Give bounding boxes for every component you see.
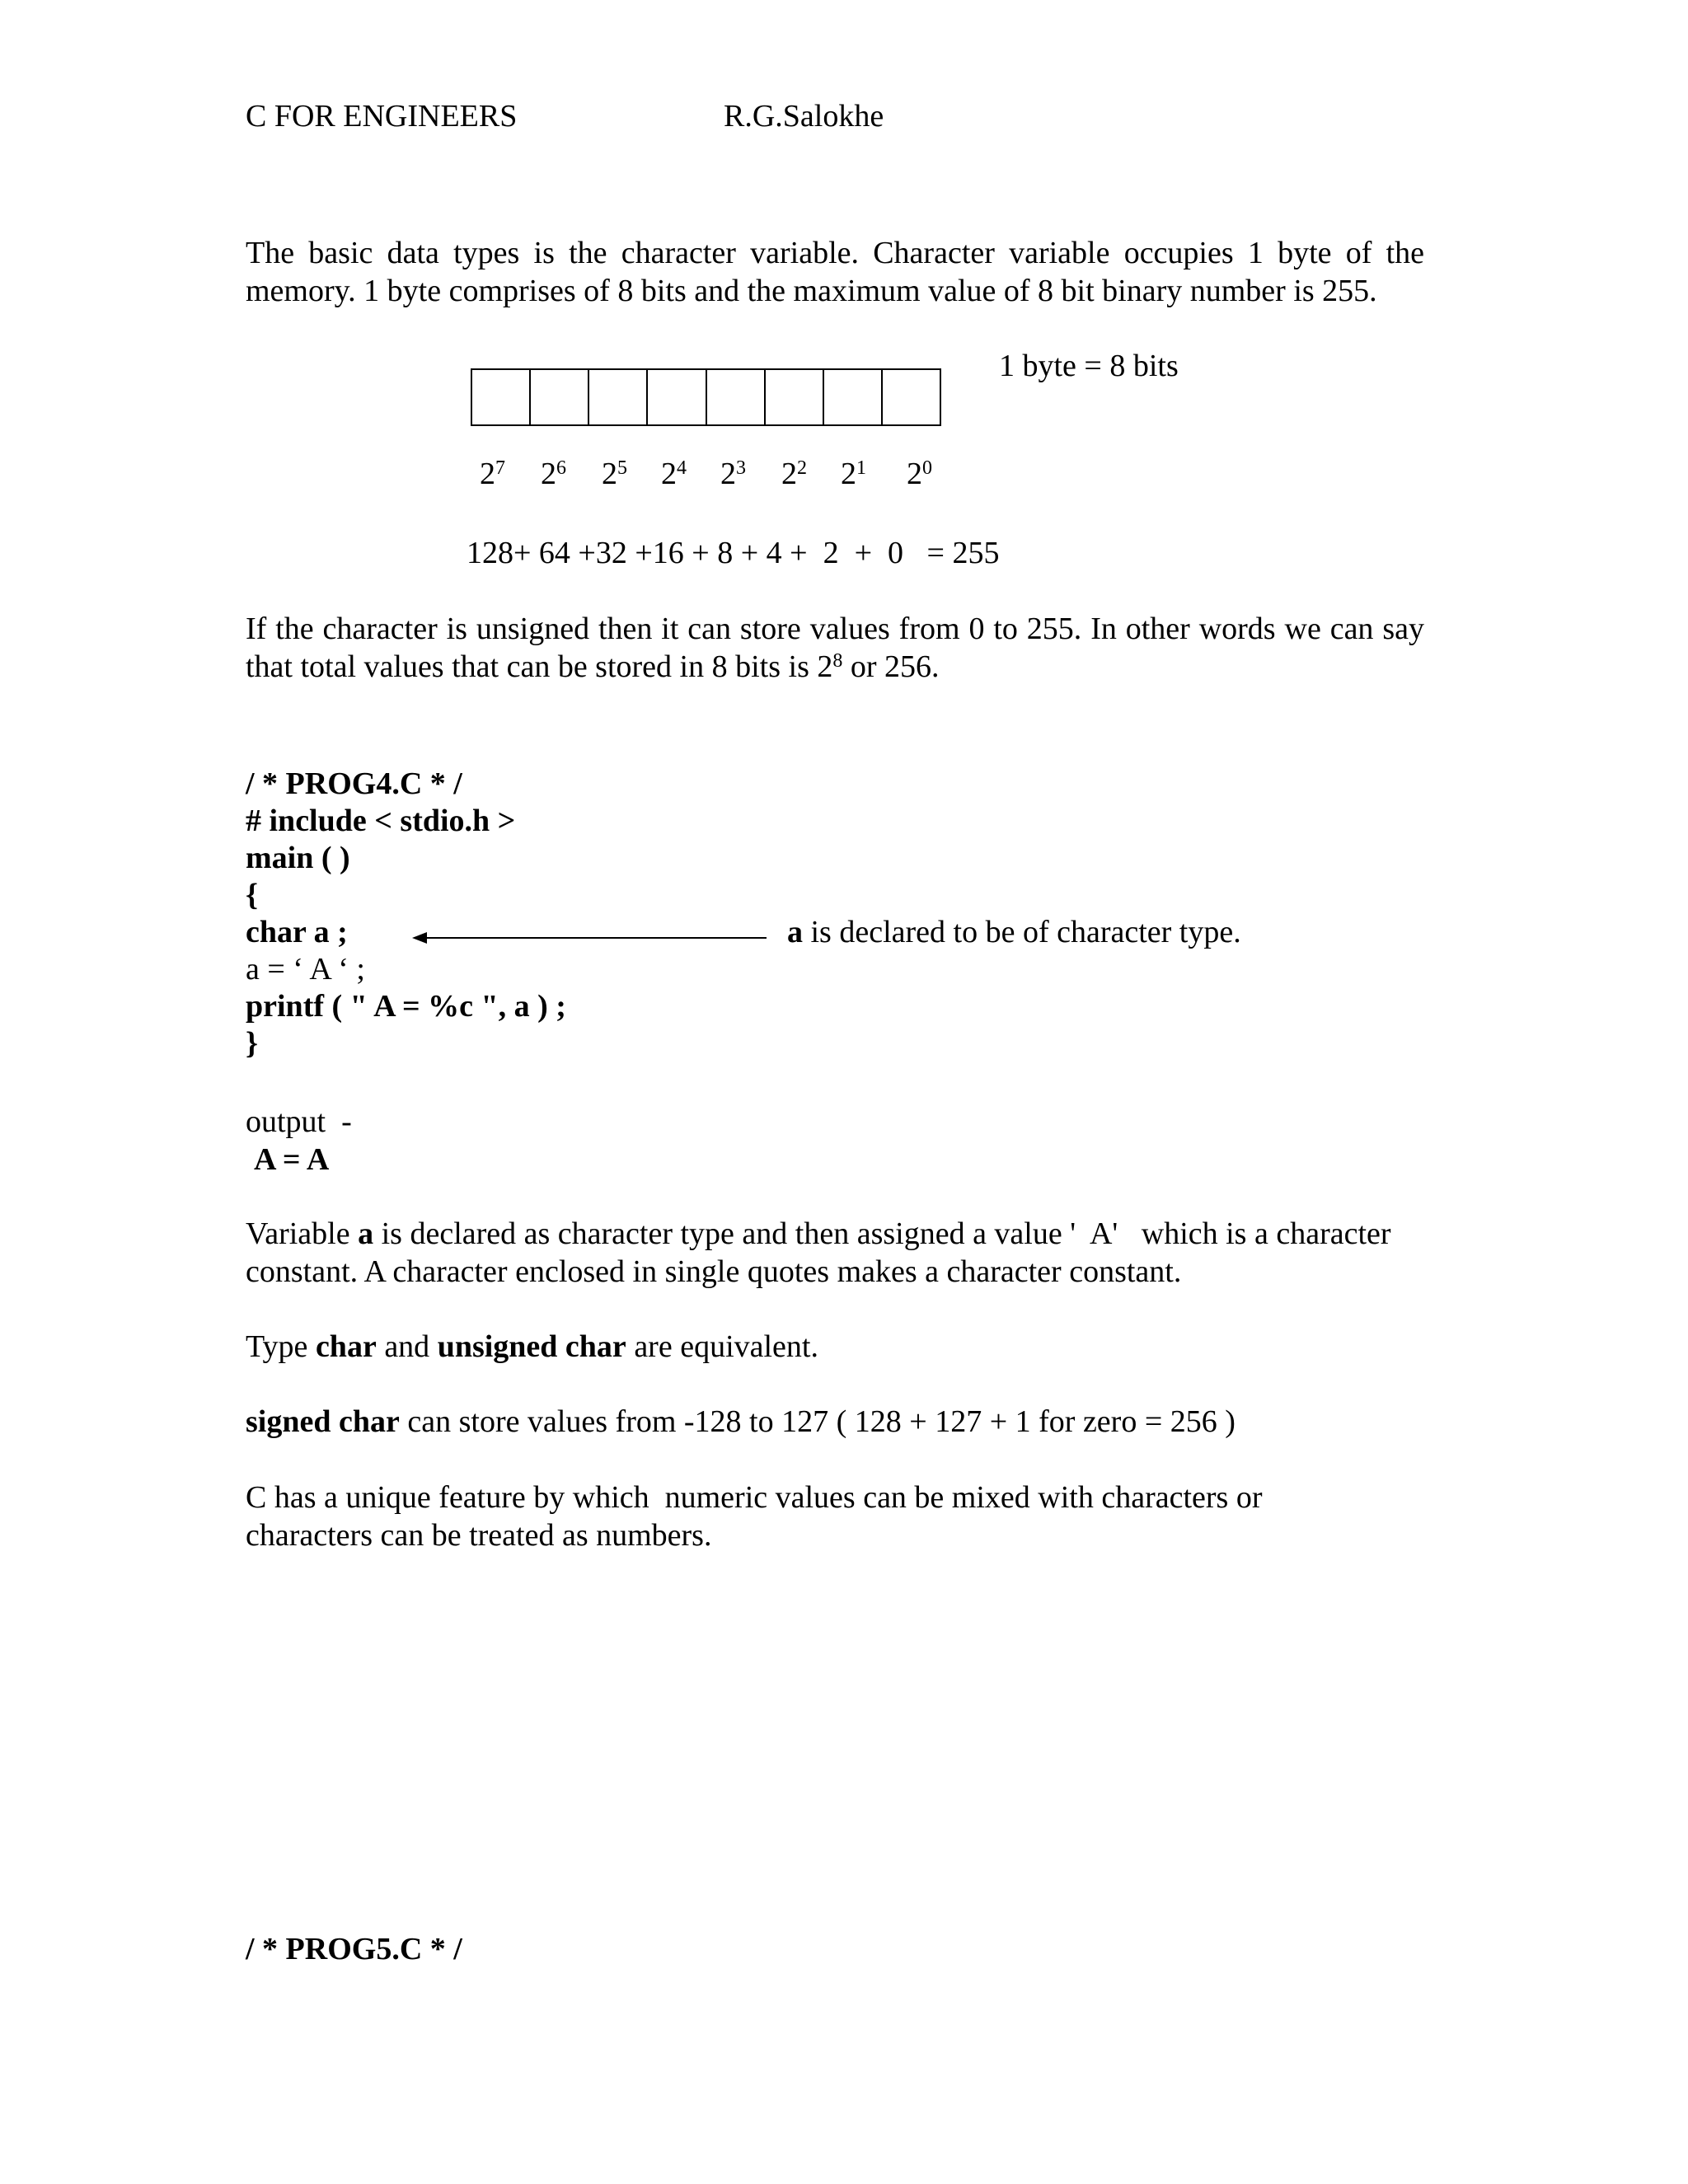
byte-diagram <box>471 368 941 426</box>
program-assign: a = ‘ A ‘ ; <box>246 952 365 987</box>
program-decl: char a ; <box>246 915 348 949</box>
bit-cell <box>589 370 648 424</box>
bit-cell <box>883 370 940 424</box>
program-comment: / * PROG4.C * / <box>246 766 462 801</box>
bit-power-7: $2^7$ <box>480 457 505 491</box>
equivalence-line: Type char and unsigned char are equivalent. <box>246 1329 818 1364</box>
program-printf: printf ( " A = %c ", a ) ; <box>246 989 566 1024</box>
bit-power-3: $2^3$ <box>720 457 746 491</box>
variable-paragraph: Variable a is declared as character type and then assigned a value ' A' which is a character constant. A character enclosed in single quotes makes a character constant. <box>246 1216 1400 1289</box>
arrow-left-icon <box>412 930 767 946</box>
intro-paragraph: The basic data types is the character variable. Character variable occupies 1 byte of the memory. 1 byte comprises of 8 bits and the maximum value of 8 bit binary number is 255. <box>246 236 1424 308</box>
feature-line-2: characters can be treated as numbers. <box>246 1518 712 1553</box>
byte-label: 1 byte = 8 bits <box>999 349 1179 383</box>
annotation: a is declared to be of character type. <box>787 915 1241 949</box>
bit-power-5: $2^5$ <box>602 457 627 491</box>
bit-power-2: $2^2$ <box>781 457 807 491</box>
bit-cell <box>472 370 531 424</box>
output-label: output - <box>246 1104 352 1139</box>
header-author: R.G.Salokhe <box>724 99 884 134</box>
feature-line-1: C has a unique feature by which numeric values can be mixed with characters or <box>246 1480 1263 1515</box>
program-open-brace: { <box>246 878 258 912</box>
bit-power-4: $2^4$ <box>661 457 687 491</box>
bit-sum: 128+ 64 +32 +16 + 8 + 4 + 2 + 0 = 255 <box>467 536 1000 570</box>
bit-power-0: $2^0$ <box>907 457 932 491</box>
bit-cell <box>531 370 589 424</box>
bit-power-6: $2^6$ <box>541 457 566 491</box>
bit-power-1: $2^1$ <box>841 457 866 491</box>
program-include: # include < stdio.h > <box>246 804 516 838</box>
next-program-comment: / * PROG5.C * / <box>246 1932 462 1966</box>
bit-cell <box>766 370 824 424</box>
header-title: C FOR ENGINEERS <box>246 99 518 134</box>
program-main: main ( ) <box>246 841 350 875</box>
output-value: A = A <box>254 1142 330 1177</box>
unsigned-paragraph: If the character is unsigned then it can store values from 0 to 255. In other words we can say that total values that can be stored in 8 bits is $2^8$ or 256. <box>246 612 1424 684</box>
bit-cell <box>648 370 706 424</box>
signed-line: signed char can store values from -128 to 127 ( 128 + 127 + 1 for zero = 256 ) <box>246 1404 1236 1439</box>
bit-cell <box>707 370 766 424</box>
bit-cell <box>824 370 883 424</box>
program-close-brace: } <box>246 1026 258 1061</box>
